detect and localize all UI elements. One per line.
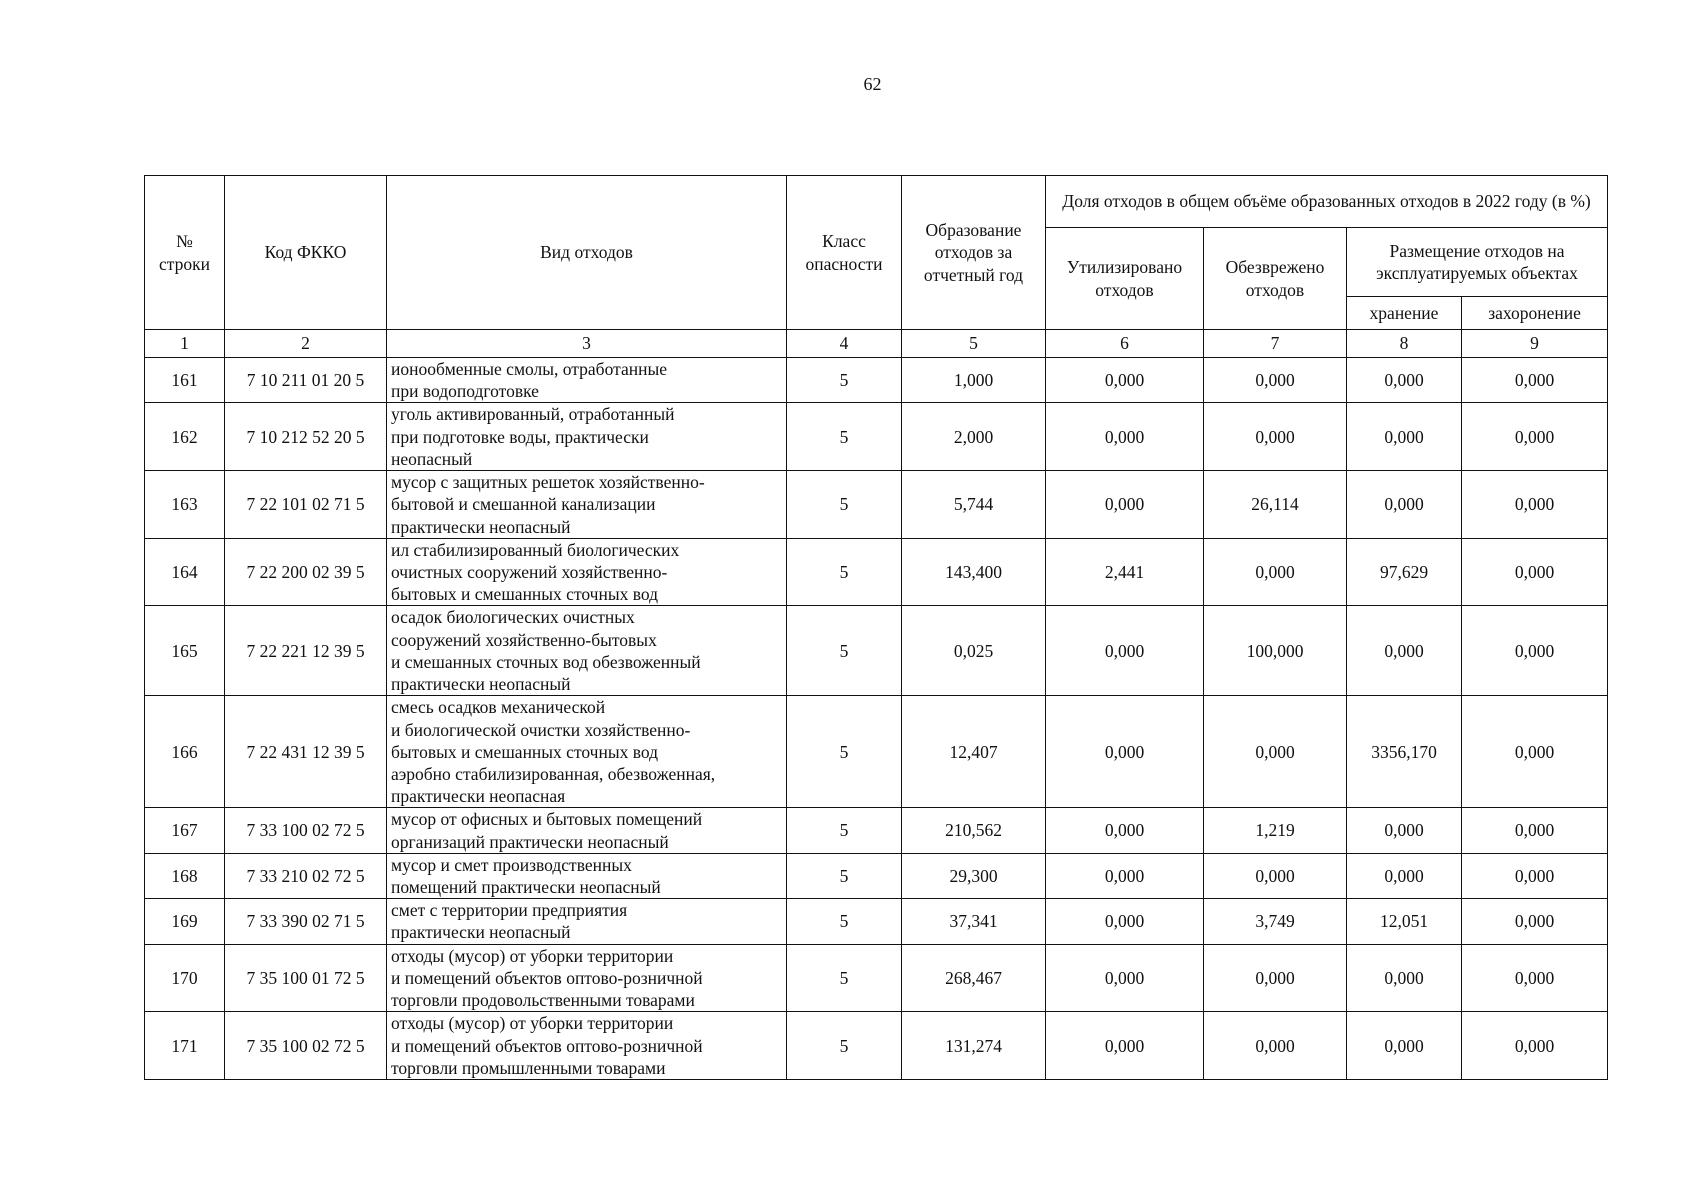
cell-generation: 210,562 bbox=[902, 808, 1046, 853]
waste-type-line: при подготовке воды, практически bbox=[391, 426, 649, 447]
column-number: 7 bbox=[1204, 330, 1347, 358]
cell-generation: 268,467 bbox=[902, 944, 1046, 1012]
column-number: 4 bbox=[787, 330, 902, 358]
waste-type-line: и смешанных сточных вод обезвоженный bbox=[391, 651, 701, 672]
cell-waste-type bbox=[387, 808, 787, 853]
cell-utilized: 0,000 bbox=[1046, 853, 1204, 898]
cell-waste-type bbox=[387, 538, 787, 606]
cell-burial: 0,000 bbox=[1462, 538, 1608, 606]
cell-burial: 0,000 bbox=[1462, 696, 1608, 808]
table-row bbox=[145, 471, 1608, 539]
cell-neutralized: 100,000 bbox=[1204, 606, 1347, 696]
cell-code: 7 22 431 12 39 5 bbox=[225, 696, 387, 808]
cell-utilized: 0,000 bbox=[1046, 1012, 1204, 1080]
cell-utilized: 0,000 bbox=[1046, 899, 1204, 944]
waste-type-line: практически неопасная bbox=[391, 786, 566, 807]
column-number-row bbox=[145, 330, 1608, 358]
cell-code: 7 35 100 02 72 5 bbox=[225, 1012, 387, 1080]
table-row bbox=[145, 538, 1608, 606]
cell-utilized: 2,441 bbox=[1046, 538, 1204, 606]
cell-storage: 0,000 bbox=[1347, 403, 1462, 471]
table-row bbox=[145, 358, 1608, 403]
cell-hazard-class: 5 bbox=[787, 944, 902, 1012]
header-utilized: Утилизировано отходов bbox=[1046, 228, 1204, 330]
cell-hazard-class: 5 bbox=[787, 808, 902, 853]
cell-utilized: 0,000 bbox=[1046, 606, 1204, 696]
cell-neutralized: 0,000 bbox=[1204, 403, 1347, 471]
column-number: 2 bbox=[225, 330, 387, 358]
waste-type-line: мусор от офисных и бытовых помещений bbox=[391, 809, 703, 830]
waste-type-line: помещений практически неопасный bbox=[391, 877, 661, 898]
waste-type-line: при водоподготовке bbox=[391, 381, 539, 402]
waste-type-line: сооружений хозяйственно-бытовых bbox=[391, 629, 657, 650]
cell-storage: 0,000 bbox=[1347, 471, 1462, 539]
cell-code: 7 10 212 52 20 5 bbox=[225, 403, 387, 471]
cell-storage: 3356,170 bbox=[1347, 696, 1462, 808]
header-neutralized: Обезврежено отходов bbox=[1204, 228, 1347, 330]
cell-neutralized: 0,000 bbox=[1204, 538, 1347, 606]
cell-hazard-class: 5 bbox=[787, 853, 902, 898]
cell-utilized: 0,000 bbox=[1046, 403, 1204, 471]
cell-storage: 97,629 bbox=[1347, 538, 1462, 606]
cell-neutralized: 0,000 bbox=[1204, 696, 1347, 808]
header-waste-type: Вид отходов bbox=[387, 176, 787, 330]
column-number: 6 bbox=[1046, 330, 1204, 358]
cell-neutralized: 1,219 bbox=[1204, 808, 1347, 853]
cell-waste-type bbox=[387, 1012, 787, 1080]
column-number: 3 bbox=[387, 330, 787, 358]
cell-row-no: 169 bbox=[145, 899, 225, 944]
waste-type-line: торговли промышленными товарами bbox=[391, 1057, 666, 1078]
table-row bbox=[145, 1012, 1608, 1080]
cell-hazard-class: 5 bbox=[787, 606, 902, 696]
table-row bbox=[145, 808, 1608, 853]
cell-utilized: 0,000 bbox=[1046, 696, 1204, 808]
cell-hazard-class: 5 bbox=[787, 899, 902, 944]
cell-generation: 143,400 bbox=[902, 538, 1046, 606]
waste-type-line: смесь осадков механической bbox=[391, 697, 606, 718]
cell-storage: 0,000 bbox=[1347, 944, 1462, 1012]
cell-hazard-class: 5 bbox=[787, 358, 902, 403]
cell-row-no: 163 bbox=[145, 471, 225, 539]
waste-type-line: практически неопасный bbox=[391, 922, 571, 943]
column-number: 5 bbox=[902, 330, 1046, 358]
waste-type-line: аэробно стабилизированная, обезвоженная, bbox=[391, 763, 716, 784]
cell-burial: 0,000 bbox=[1462, 808, 1608, 853]
waste-type-line: и помещений объектов оптово-розничной bbox=[391, 967, 703, 988]
waste-type-line: отходы (мусор) от уборки территории bbox=[391, 945, 674, 966]
waste-type-line: бытовых и смешанных сточных вод bbox=[391, 741, 659, 762]
waste-type-line: бытовых и смешанных сточных вод bbox=[391, 584, 659, 605]
cell-storage: 12,051 bbox=[1347, 899, 1462, 944]
cell-utilized: 0,000 bbox=[1046, 944, 1204, 1012]
cell-code: 7 33 390 02 71 5 bbox=[225, 899, 387, 944]
cell-burial: 0,000 bbox=[1462, 1012, 1608, 1080]
cell-generation: 0,025 bbox=[902, 606, 1046, 696]
waste-type-line: практически неопасный bbox=[391, 674, 571, 695]
cell-code: 7 22 221 12 39 5 bbox=[225, 606, 387, 696]
column-number: 9 bbox=[1462, 330, 1608, 358]
column-number: 1 bbox=[145, 330, 225, 358]
cell-waste-type bbox=[387, 403, 787, 471]
page-number: 62 bbox=[863, 74, 882, 94]
cell-neutralized: 0,000 bbox=[1204, 1012, 1347, 1080]
cell-utilized: 0,000 bbox=[1046, 358, 1204, 403]
column-number: 8 bbox=[1347, 330, 1462, 358]
cell-neutralized: 0,000 bbox=[1204, 944, 1347, 1012]
header-row-no: № строки bbox=[145, 176, 225, 330]
cell-waste-type bbox=[387, 696, 787, 808]
cell-generation: 1,000 bbox=[902, 358, 1046, 403]
table-row bbox=[145, 899, 1608, 944]
cell-storage: 0,000 bbox=[1347, 1012, 1462, 1080]
cell-generation: 5,744 bbox=[902, 471, 1046, 539]
cell-neutralized: 0,000 bbox=[1204, 853, 1347, 898]
cell-utilized: 0,000 bbox=[1046, 808, 1204, 853]
cell-generation: 12,407 bbox=[902, 696, 1046, 808]
cell-waste-type bbox=[387, 899, 787, 944]
cell-row-no: 165 bbox=[145, 606, 225, 696]
cell-hazard-class: 5 bbox=[787, 403, 902, 471]
cell-neutralized: 26,114 bbox=[1204, 471, 1347, 539]
cell-generation: 29,300 bbox=[902, 853, 1046, 898]
cell-generation: 37,341 bbox=[902, 899, 1046, 944]
table-row bbox=[145, 696, 1608, 808]
table-body bbox=[145, 358, 1608, 1080]
cell-generation: 2,000 bbox=[902, 403, 1046, 471]
waste-type-line: очистных сооружений хозяйственно- bbox=[391, 561, 668, 582]
cell-hazard-class: 5 bbox=[787, 471, 902, 539]
cell-waste-type bbox=[387, 606, 787, 696]
table-row bbox=[145, 944, 1608, 1012]
waste-type-line: бытовой и смешанной канализации bbox=[391, 494, 656, 515]
cell-waste-type bbox=[387, 358, 787, 403]
cell-row-no: 170 bbox=[145, 944, 225, 1012]
cell-storage: 0,000 bbox=[1347, 606, 1462, 696]
waste-type-line: смет с территории предприятия bbox=[391, 900, 628, 921]
waste-type-line: неопасный bbox=[391, 448, 473, 469]
waste-type-line: мусор с защитных решеток хозяйственно- bbox=[391, 472, 705, 493]
cell-row-no: 168 bbox=[145, 853, 225, 898]
header-hazard-class: Класс опасности bbox=[787, 176, 902, 330]
waste-type-line: организаций практически неопасный bbox=[391, 831, 669, 852]
waste-type-line: торговли продовольственными товарами bbox=[391, 990, 695, 1011]
table-row bbox=[145, 403, 1608, 471]
table-row bbox=[145, 853, 1608, 898]
cell-waste-type bbox=[387, 944, 787, 1012]
cell-storage: 0,000 bbox=[1347, 808, 1462, 853]
cell-hazard-class: 5 bbox=[787, 696, 902, 808]
cell-row-no: 164 bbox=[145, 538, 225, 606]
header-burial: захоронение bbox=[1462, 297, 1608, 330]
cell-neutralized: 3,749 bbox=[1204, 899, 1347, 944]
cell-neutralized: 0,000 bbox=[1204, 358, 1347, 403]
cell-row-no: 167 bbox=[145, 808, 225, 853]
waste-type-line: отходы (мусор) от уборки территории bbox=[391, 1013, 674, 1034]
cell-burial: 0,000 bbox=[1462, 403, 1608, 471]
waste-type-line: практически неопасный bbox=[391, 516, 571, 537]
cell-code: 7 22 101 02 71 5 bbox=[225, 471, 387, 539]
waste-type-line: и помещений объектов оптово-розничной bbox=[391, 1035, 703, 1056]
cell-burial: 0,000 bbox=[1462, 944, 1608, 1012]
cell-hazard-class: 5 bbox=[787, 1012, 902, 1080]
cell-burial: 0,000 bbox=[1462, 606, 1608, 696]
cell-utilized: 0,000 bbox=[1046, 471, 1204, 539]
header-code: Код ФККО bbox=[225, 176, 387, 330]
header-generation: Образование отходов за отчетный год bbox=[902, 176, 1046, 330]
cell-burial: 0,000 bbox=[1462, 471, 1608, 539]
waste-type-line: ионообменные смолы, отработанные bbox=[391, 359, 667, 379]
cell-row-no: 162 bbox=[145, 403, 225, 471]
cell-waste-type bbox=[387, 853, 787, 898]
cell-code: 7 33 100 02 72 5 bbox=[225, 808, 387, 853]
cell-row-no: 161 bbox=[145, 358, 225, 403]
cell-row-no: 166 bbox=[145, 696, 225, 808]
cell-code: 7 33 210 02 72 5 bbox=[225, 853, 387, 898]
cell-code: 7 35 100 01 72 5 bbox=[225, 944, 387, 1012]
cell-waste-type bbox=[387, 471, 787, 539]
cell-generation: 131,274 bbox=[902, 1012, 1046, 1080]
waste-type-line: и биологической очистки хозяйственно- bbox=[391, 719, 691, 740]
header-placement-group: Размещение отходов на эксплуатируемых объектах bbox=[1347, 228, 1608, 297]
cell-hazard-class: 5 bbox=[787, 538, 902, 606]
waste-type-line: мусор и смет производственных bbox=[391, 854, 632, 875]
cell-burial: 0,000 bbox=[1462, 853, 1608, 898]
cell-code: 7 22 200 02 39 5 bbox=[225, 538, 387, 606]
cell-storage: 0,000 bbox=[1347, 358, 1462, 403]
cell-burial: 0,000 bbox=[1462, 899, 1608, 944]
waste-table bbox=[144, 175, 1608, 1080]
waste-type-line: ил стабилизированный биологических bbox=[391, 539, 680, 560]
table-row bbox=[145, 606, 1608, 696]
cell-storage: 0,000 bbox=[1347, 853, 1462, 898]
cell-burial: 0,000 bbox=[1462, 358, 1608, 403]
waste-type-line: осадок биологических очистных bbox=[391, 607, 635, 628]
cell-row-no: 171 bbox=[145, 1012, 225, 1080]
cell-code: 7 10 211 01 20 5 bbox=[225, 358, 387, 403]
header-share-group: Доля отходов в общем объёме образованных отходов в 2022 году (в %) bbox=[1046, 176, 1608, 228]
header-storage: хранение bbox=[1347, 297, 1462, 330]
waste-type-line: уголь активированный, отработанный bbox=[391, 404, 675, 425]
